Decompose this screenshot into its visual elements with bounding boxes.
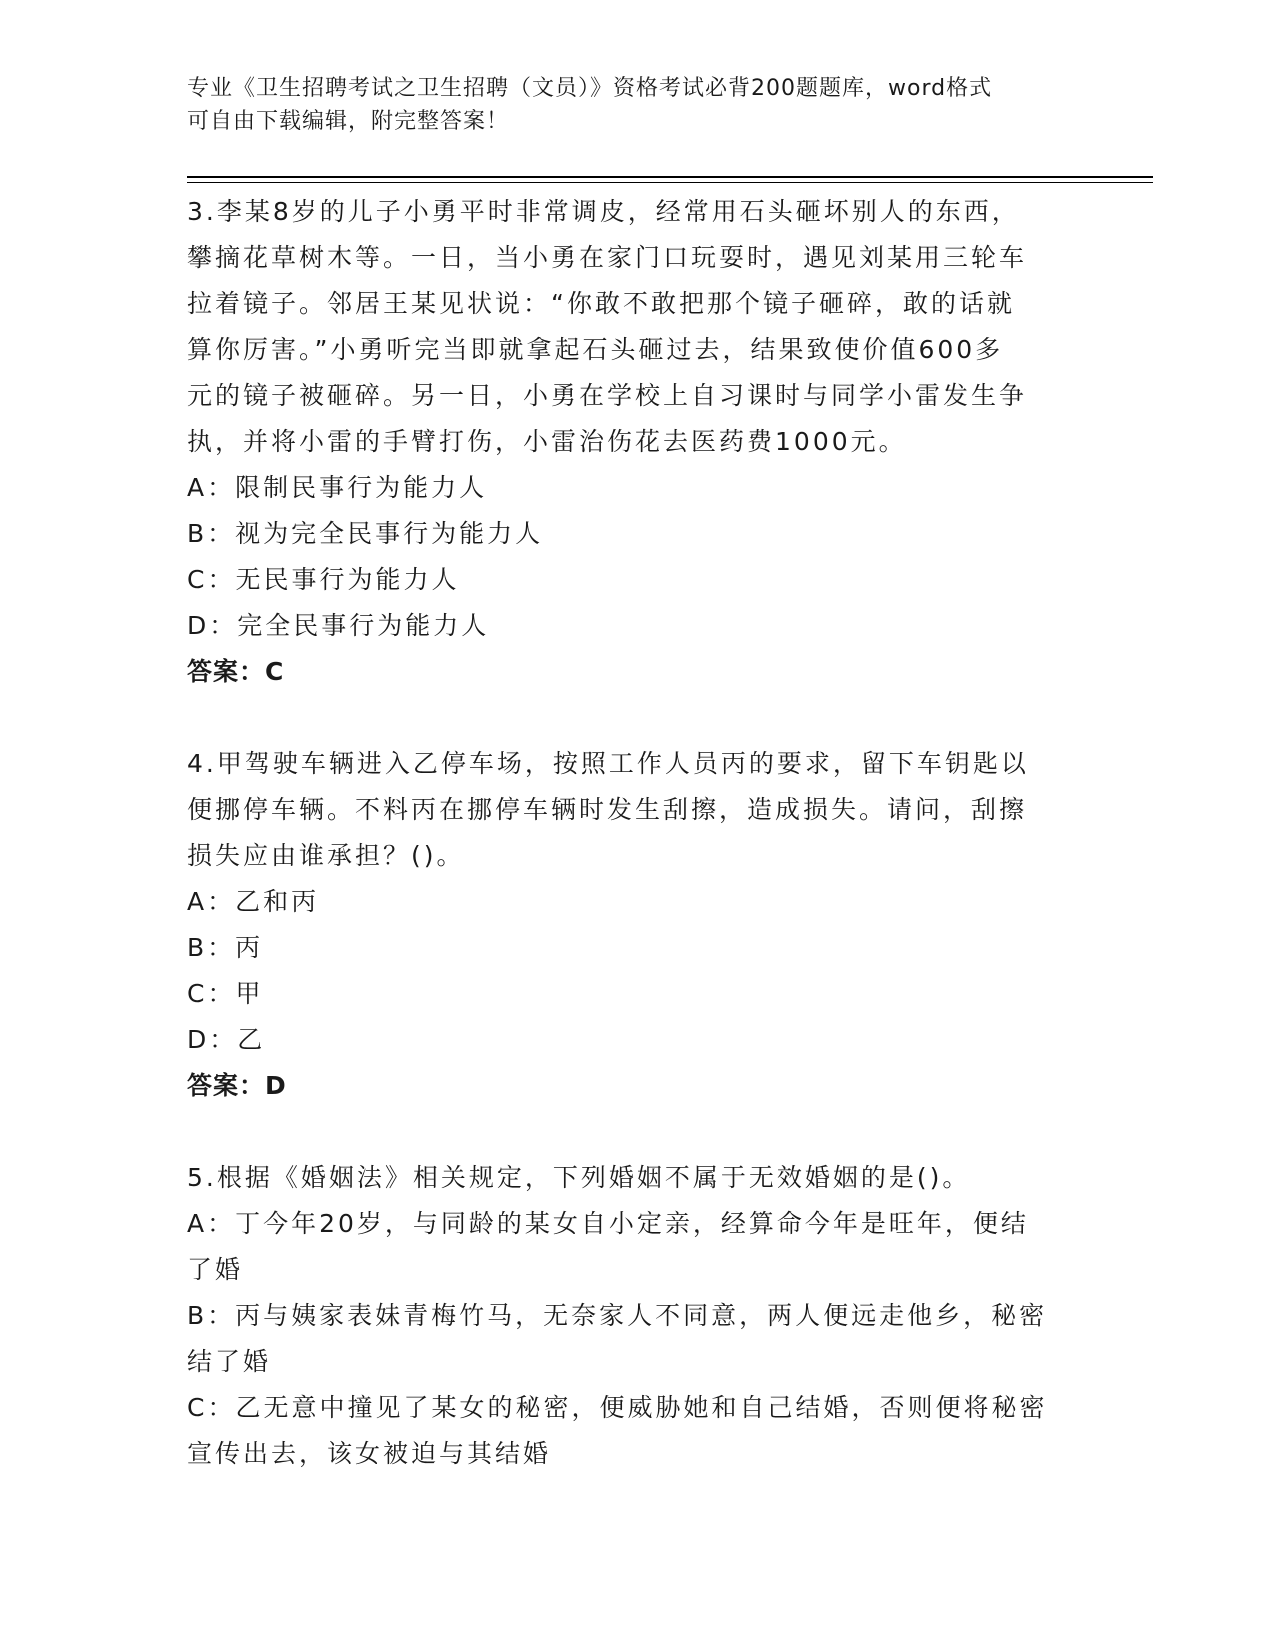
header-divider-thick <box>187 176 1153 178</box>
option-b-continued: 结了婚 <box>187 1347 272 1376</box>
option-b: B：丙 <box>187 933 264 962</box>
question-4 <box>187 741 1067 1109</box>
question-5 <box>187 1155 1067 1477</box>
option-c: C：无民事行为能力人 <box>187 565 460 594</box>
question-stem-line: 元的镜子被砸碎。另一日，小勇在学校上自习课时与同学小雷发生争 <box>187 381 1028 410</box>
option-b: B：视为完全民事行为能力人 <box>187 519 544 548</box>
header-divider-thin <box>187 182 1153 183</box>
question-stem-line: 拉着镜子。邻居王某见状说：“你敢不敢把那个镜子砸碎，敢的话就 <box>187 289 1015 318</box>
option-b: B：丙与姨家表妹青梅竹马，无奈家人不同意，两人便远走他乡，秘密 <box>187 1301 1048 1330</box>
header-line-1: 专业《卫生招聘考试之卫生招聘（文员）》资格考试必背200题题库，word格式 <box>187 76 993 101</box>
question-stem-line: 3.李某8岁的儿子小勇平时非常调皮，经常用石头砸坏别人的东西， <box>187 197 1020 226</box>
option-a: A：丁今年20岁，与同龄的某女自小定亲，经算命今年是旺年，便结 <box>187 1209 1029 1238</box>
question-stem-line: 攀摘花草树木等。一日，当小勇在家门口玩耍时，遇见刘某用三轮车 <box>187 243 1028 272</box>
option-c-continued: 宣传出去，该女被迫与其结婚 <box>187 1439 552 1468</box>
answer-label: 答案：D <box>187 1071 287 1100</box>
question-stem-line: 算你厉害。”小勇听完当即就拿起石头砸过去，结果致使价值600多 <box>187 335 1004 364</box>
answer-label: 答案：C <box>187 657 285 686</box>
question-stem-line: 损失应由谁承担？()。 <box>187 841 465 870</box>
option-c: C：甲 <box>187 979 264 1008</box>
question-stem-line: 便挪停车辆。不料丙在挪停车辆时发生刮擦，造成损失。请问，刮擦 <box>187 795 1028 824</box>
question-stem-line: 执，并将小雷的手臂打伤，小雷治伤花去医药费1000元。 <box>187 427 907 456</box>
question-stem-line: 4.甲驾驶车辆进入乙停车场，按照工作人员丙的要求，留下车钥匙以 <box>187 749 1029 778</box>
question-3 <box>187 189 1067 695</box>
option-a: A：乙和丙 <box>187 887 320 916</box>
document-header <box>187 72 1067 138</box>
option-d: D：乙 <box>187 1025 266 1054</box>
option-c: C：乙无意中撞见了某女的秘密，便威胁她和自己结婚，否则便将秘密 <box>187 1393 1048 1422</box>
header-line-2: 可自由下载编辑，附完整答案！ <box>187 109 510 134</box>
questions-container <box>187 189 1067 1477</box>
option-a: A：限制民事行为能力人 <box>187 473 488 502</box>
option-d: D：完全民事行为能力人 <box>187 611 490 640</box>
question-stem-line: 5.根据《婚姻法》相关规定，下列婚姻不属于无效婚姻的是()。 <box>187 1163 971 1192</box>
option-a-continued: 了婚 <box>187 1255 244 1284</box>
